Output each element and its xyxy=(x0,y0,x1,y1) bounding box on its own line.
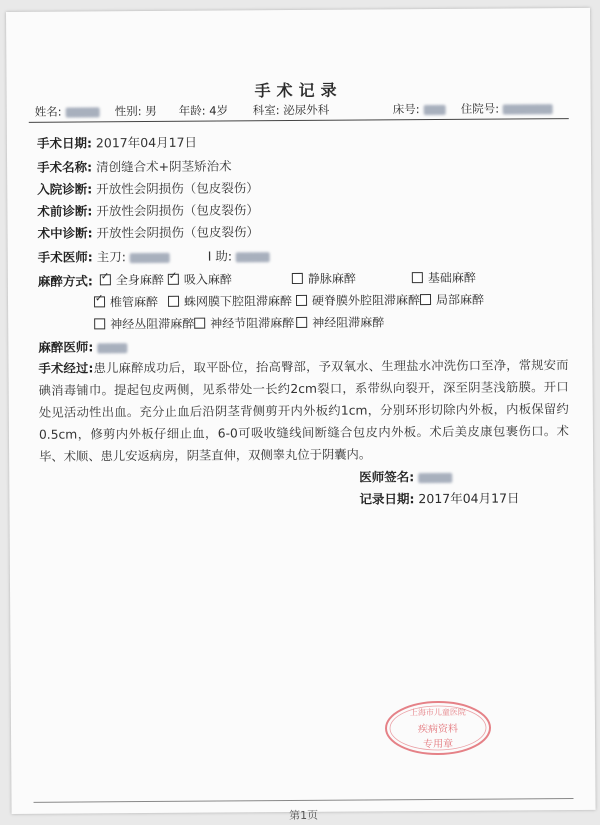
option-label: 神经丛阻滞麻醉 xyxy=(110,316,195,332)
anesthesiologist-label: 麻醉医师: xyxy=(38,339,94,355)
anesthesia-option-epidural[interactable] xyxy=(296,291,420,309)
preop-dx-label: 术前诊断: xyxy=(37,203,93,219)
option-label: 神经节阻滞麻醉 xyxy=(210,315,295,331)
option-label: 椎管麻醉 xyxy=(109,294,159,310)
anesthesia-option-nerve-block[interactable] xyxy=(296,313,384,331)
checkbox-checked-icon[interactable] xyxy=(94,296,105,307)
age-label: 年龄: xyxy=(178,103,206,118)
intraop-dx: 开放性会阴损伤（包皮裂伤） xyxy=(96,224,260,241)
surgery-name-label: 手术名称: xyxy=(37,159,93,175)
preop-dx: 开放性会阴损伤（包皮裂伤） xyxy=(96,202,259,219)
surgery-date-label: 手术日期: xyxy=(36,135,92,151)
patient-age xyxy=(179,102,228,118)
anesthesia-option-subarachnoid[interactable] xyxy=(168,292,292,310)
page-title: 手术记录 xyxy=(254,80,343,101)
redacted-anesthesiologist xyxy=(97,343,127,353)
admission-dx: 开放性会阴损伤（包皮裂伤） xyxy=(96,180,259,197)
option-label: 全身麻醉 xyxy=(115,272,164,288)
redacted-main-surgeon xyxy=(130,252,170,262)
checkbox-empty-icon[interactable] xyxy=(292,273,303,284)
checkbox-empty-icon[interactable] xyxy=(94,318,105,329)
redacted-inpatient xyxy=(503,104,553,114)
option-label: 局部麻醉 xyxy=(435,292,485,308)
checkbox-empty-icon[interactable] xyxy=(168,296,179,307)
intraop-dx-label: 术中诊断: xyxy=(37,225,93,241)
surgeon-label: 手术医师: xyxy=(37,249,93,265)
option-label: 静脉麻醉 xyxy=(307,271,356,286)
checkbox-empty-icon[interactable] xyxy=(420,294,431,305)
assistant-label: I 助: xyxy=(207,248,233,264)
gender-label: 性别: xyxy=(114,104,142,119)
intraop-dx-row xyxy=(37,222,259,242)
checkbox-checked-icon[interactable] xyxy=(100,274,111,285)
surgery-name: 清创缝合术+阴茎矫治术 xyxy=(96,158,232,175)
gender-value: 男 xyxy=(145,103,157,119)
record-date-row xyxy=(359,488,519,507)
admission-dx-label: 入院诊断: xyxy=(37,181,93,197)
surgery-date: 2017年04月17日 xyxy=(95,134,198,151)
checkbox-checked-icon[interactable] xyxy=(168,274,179,285)
bed-number xyxy=(393,101,446,117)
anesthesia-label xyxy=(38,271,93,289)
checkbox-empty-icon[interactable] xyxy=(412,272,423,283)
patient-gender xyxy=(115,103,157,119)
bed-label: 床号: xyxy=(392,102,420,117)
anesthesia-option-ganglion[interactable] xyxy=(194,314,294,332)
stamp-org: 上海市儿童医院 xyxy=(409,707,466,718)
doctor-sign-label: 医师签名: xyxy=(359,469,415,485)
assistant-row xyxy=(208,246,270,264)
age-value: 4岁 xyxy=(209,103,229,118)
inpatient-number xyxy=(461,100,553,117)
stamp-line1: 疾病资料 xyxy=(417,723,459,736)
redacted-bed xyxy=(423,104,445,114)
option-label: 神经阻滞麻醉 xyxy=(312,315,385,330)
doctor-signature-row xyxy=(359,467,452,486)
surgeon-row xyxy=(38,247,170,266)
anesthesia-option-plexus[interactable] xyxy=(94,315,194,333)
inpatient-label: 住院号: xyxy=(460,101,500,116)
dept-label: 科室: xyxy=(252,103,280,118)
option-label: 基础麻醉 xyxy=(427,270,476,286)
hospital-stamp xyxy=(383,699,493,758)
procedure-section xyxy=(38,354,569,468)
anesthesia-option-local[interactable] xyxy=(420,291,484,308)
procedure-label: 手术经过: xyxy=(38,361,94,376)
redacted-name xyxy=(65,107,99,117)
anesthesia-option-inhalation[interactable] xyxy=(168,270,232,287)
stamp-line2: 专用章 xyxy=(423,738,454,751)
procedure-text: 患儿麻醉成功后，取平卧位，抬高臀部，予双氧水、生理盐水冲洗伤口至净，常规安而碘消毒铺巾。提起包皮两侧，见系带处一长约2cm裂口，系带纵向裂开，深至阴茎浅筋膜。开口处见活动性出血。充分止血后沿阴茎背侧剪开内外板约1cm，分别环形切除内外板，内板保留约0.5cm，修剪内外板仔细止血，6-0可吸收缝线间断缝合包皮内外板。术后美皮康包裹伤口。术毕、术顺、患儿安返病房，阴茎直伸，双侧睾丸位于阴囊内。 xyxy=(38,358,569,464)
name-label: 姓名: xyxy=(34,104,62,119)
footer-divider xyxy=(34,798,574,803)
surgery-date-row xyxy=(37,133,197,152)
option-label: 吸入麻醉 xyxy=(183,272,232,287)
anesthesia-option-iv[interactable] xyxy=(292,270,356,287)
medical-record-page xyxy=(6,8,596,823)
admission-dx-row xyxy=(37,178,259,198)
anesthesiologist-row xyxy=(38,337,127,356)
anesthesia-option-general[interactable] xyxy=(100,271,164,288)
anesthesia-option-basal[interactable] xyxy=(412,269,476,286)
record-date-label: 记录日期: xyxy=(359,491,415,507)
redacted-signature xyxy=(418,472,452,482)
department xyxy=(253,102,330,119)
checkbox-empty-icon[interactable] xyxy=(194,318,205,329)
anesthesia-label-text: 麻醉方式: xyxy=(37,273,93,289)
option-label: 蛛网膜下腔阻滞麻醉 xyxy=(183,294,293,309)
redacted-assistant xyxy=(236,252,270,262)
record-date: 2017年04月17日 xyxy=(418,490,520,507)
checkbox-empty-icon[interactable] xyxy=(296,317,307,328)
patient-name xyxy=(35,103,100,119)
surgery-name-row xyxy=(37,156,232,175)
option-label: 硬脊膜外腔阻滞麻醉 xyxy=(311,293,421,308)
checkbox-empty-icon[interactable] xyxy=(296,295,307,306)
preop-dx-row xyxy=(37,200,259,220)
page-number: 第1页 xyxy=(289,808,319,823)
header-divider xyxy=(29,118,569,123)
main-surgeon-label: 主刀: xyxy=(96,249,126,265)
anesthesia-option-spinal[interactable] xyxy=(94,293,158,310)
dept-value: 泌尿外科 xyxy=(283,102,330,118)
